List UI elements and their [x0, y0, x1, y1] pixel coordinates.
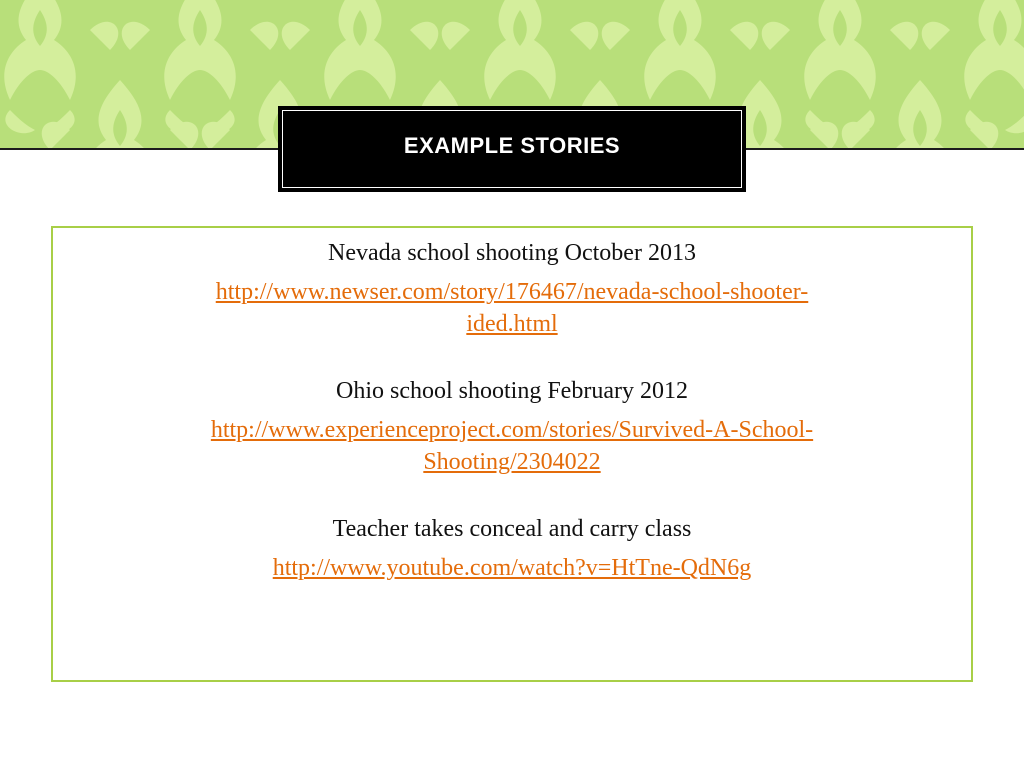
- story-link-ohio[interactable]: [112, 414, 912, 478]
- content-box: [51, 226, 973, 682]
- story-link-nevada[interactable]: [112, 276, 912, 340]
- story-title-ohio: Ohio school shooting February 2012: [336, 378, 688, 404]
- story-title-nevada: Nevada school shooting October 2013: [328, 240, 696, 266]
- slide-title: EXAMPLE STORIES: [403, 133, 621, 158]
- story-link-ohio-line2: Shooting/2304022: [423, 449, 601, 475]
- story-link-nevada-line2: ided.html: [466, 311, 558, 337]
- story-link-nevada-line1: http://www.newser.com/story/176467/nevada-school-shooter-: [215, 279, 809, 305]
- spacer: [53, 478, 971, 512]
- story-link-teacher-line1: http://www.youtube.com/watch?v=HtTne-QdN6g: [272, 555, 752, 581]
- spacer: [53, 340, 971, 374]
- story-title-teacher: Teacher takes conceal and carry class: [332, 516, 692, 542]
- story-link-ohio-line1: http://www.experienceproject.com/stories/Survived-A-School-: [210, 417, 814, 443]
- title-frame: [282, 110, 742, 188]
- title-box: [278, 106, 746, 192]
- story-link-teacher[interactable]: [112, 552, 912, 584]
